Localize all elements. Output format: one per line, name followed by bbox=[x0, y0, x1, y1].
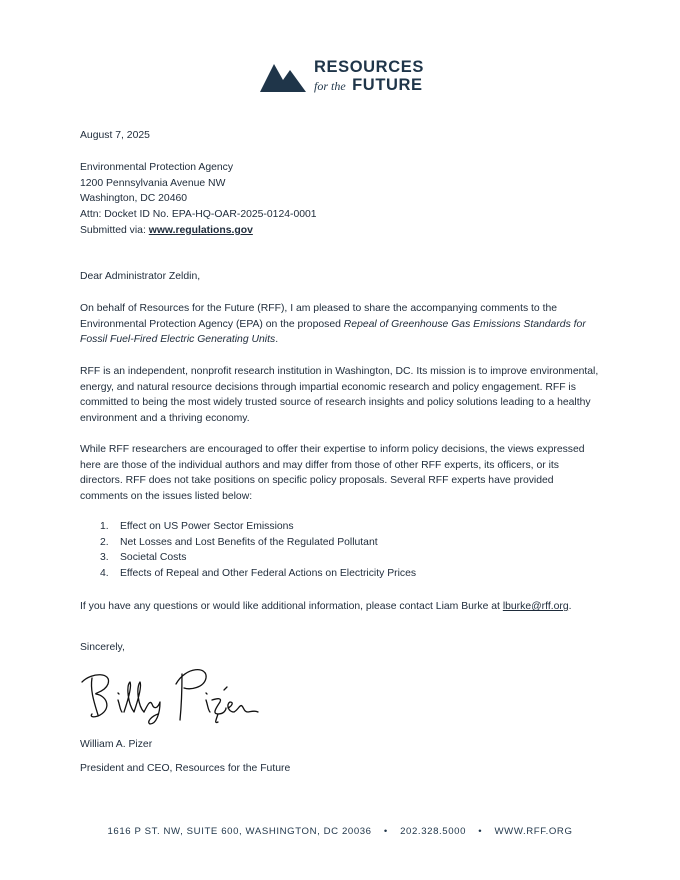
signer-name: William A. Pizer bbox=[80, 739, 153, 750]
recipient-block bbox=[80, 160, 317, 239]
paragraph-intro bbox=[80, 301, 600, 348]
footer-separator: • bbox=[478, 826, 483, 837]
issues-list bbox=[80, 519, 416, 582]
list-item: 4. Effects of Repeal and Other Federal Actions on Electricity Prices bbox=[100, 568, 417, 580]
paragraph-disclaimer: While RFF researchers are encouraged to offer their expertise to inform policy decisions, the views expressed here are those of the individual authors and may differ from those of other RFF experts, its officers, or its directors. RFF does not take positions on specific policy proposals. Several RFF experts have provided comments on the issues listed below: bbox=[80, 444, 585, 503]
footer-website[interactable]: WWW.RFF.ORG bbox=[494, 826, 573, 837]
logo-future: FUTURE bbox=[352, 76, 423, 94]
footer-separator: • bbox=[383, 826, 388, 837]
intro-text: On behalf of Resources for the Future (RFF), I am pleased to share the accompanying comments to the Environmental Protection Agency (EPA) on the proposed bbox=[80, 303, 558, 330]
list-item: 2. Net Losses and Lost Benefits of the Regulated Pollutant bbox=[100, 536, 378, 548]
logo-for-the: for the bbox=[314, 79, 346, 93]
mountain-logo-icon bbox=[260, 60, 306, 92]
salutation: Dear Administrator Zeldin, bbox=[80, 271, 201, 282]
letter-date: August 7, 2025 bbox=[80, 130, 150, 141]
closing: Sincerely, bbox=[80, 642, 125, 653]
list-item: 1. Effect on US Power Sector Emissions bbox=[100, 521, 294, 532]
contact-text: If you have any questions or would like additional information, please contact Liam Burke at bbox=[80, 601, 500, 612]
submitted-label: Submitted via: bbox=[80, 224, 146, 236]
footer-address: 1616 P ST. NW, SUITE 600, WASHINGTON, DC 20036 bbox=[107, 826, 372, 837]
logo-line-future bbox=[314, 76, 423, 95]
recipient-street: 1200 Pennsylvania Avenue NW bbox=[80, 177, 226, 189]
rff-logo bbox=[260, 58, 430, 98]
handwritten-signature bbox=[78, 660, 268, 731]
recipient-city: Washington, DC 20460 bbox=[80, 193, 188, 205]
submitted-via bbox=[80, 223, 317, 239]
footer-address-bar bbox=[0, 826, 680, 837]
footer-phone: 202.328.5000 bbox=[400, 826, 467, 837]
rule-title: Repeal of Greenhouse Gas Emissions Standards for Fossil Fuel-Fired Electric Generating Units bbox=[80, 318, 586, 346]
contact-paragraph: If you have any questions or would like additional information, please contact Liam Burke at lburke@rff.org. bbox=[80, 601, 572, 612]
paragraph-about-rff: RFF is an independent, nonprofit research institution in Washington, DC. Its mission is to improve environmental, energy, and natural resource decisions through impartial economic research and policy engagement. RFF is committed to being the most widely trusted source of research insights and policy solutions leading to a healthy environment and a thriving economy. bbox=[80, 366, 599, 425]
regulations-gov-link[interactable]: www.regulations.gov bbox=[148, 224, 253, 236]
recipient-attn: Attn: Docket ID No. EPA-HQ-OAR-2025-0124-0001 bbox=[80, 209, 317, 221]
signer-title: President and CEO, Resources for the Future bbox=[80, 763, 291, 774]
intro-end: . bbox=[275, 334, 279, 346]
email-link[interactable]: lburke@rff.org bbox=[502, 601, 569, 612]
list-item: 3. Societal Costs bbox=[100, 552, 187, 564]
logo-line-resources: RESOURCES bbox=[314, 58, 424, 76]
recipient-org: Environmental Protection Agency bbox=[80, 162, 234, 173]
